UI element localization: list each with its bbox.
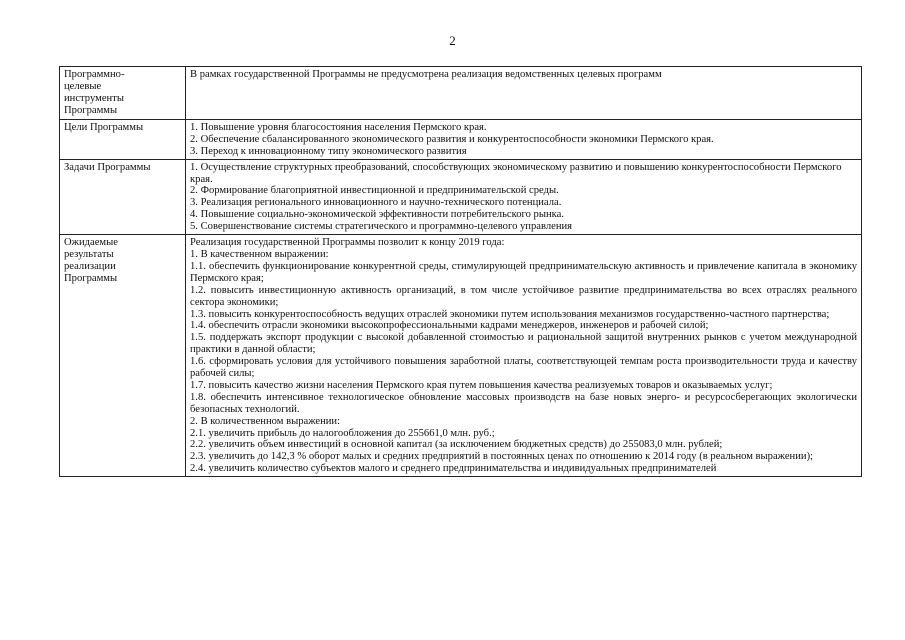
row-content (186, 159, 862, 234)
table-row (60, 119, 862, 159)
content-line: 2. В количественном выражении: (190, 415, 341, 427)
content-line: 2.3. увеличить до 142,3 % оборот малых и средних предприятий в постоянных ценах по отношению к 2014 году (в реальном выражении); (190, 451, 814, 463)
row-label-text: Цели Программы (64, 121, 144, 133)
row-content (186, 119, 862, 159)
content-line: 3. Реализация регионального инновационного и научно-технического потенциала. (190, 197, 562, 209)
content-line: 1.3. повысить конкурентоспособность ведущих отраслей экономики путем использования механизмов государственно-частного партнерства; (190, 308, 830, 320)
content-line: 1.1. обеспечить функционирование конкурентной среды, стимулирующей предпринимательскую активность и привлечение капитала в экономику Пермского края; (190, 260, 857, 284)
content-line: 2.1. увеличить прибыль до налогообложения до 255661,0 млн. руб.; (190, 427, 495, 439)
row-content (186, 235, 862, 477)
content-line: 1.7. повысить качество жизни населения Пермского края путем повышения качества реализуемых товаров и оказываемых услуг; (190, 379, 773, 391)
content-line: 2. Обеспечение сбалансированного экономического развития и конкурентоспособности экономики Пермского края. (190, 133, 714, 145)
content-line: 5. Совершенствование системы стратегического и программно-целевого управления (190, 221, 573, 233)
content-line: Реализация государственной Программы позволит к концу 2019 года: (190, 237, 505, 249)
content-line: 1.4. обеспечить отрасли экономики высокопрофессиональными кадрами менеджеров, инженеров и рабочей силой; (190, 320, 709, 332)
content-line: В рамках государственной Программы не предусмотрена реализация ведомственных целевых программ (190, 69, 662, 80)
row-label (60, 67, 186, 120)
row-label-text: Программно- целевые инструменты Программы (64, 69, 125, 116)
table-row (60, 67, 862, 120)
page-number: 2 (449, 33, 456, 48)
content-line: 4. Повышение социально-экономической эффективности потребительского рынка. (190, 209, 564, 221)
content-line: 1. В качественном выражении: (190, 248, 329, 260)
row-content (186, 67, 862, 120)
content-line: 2.2. увеличить объем инвестиций в основной капитал (за исключением бюджетных средств) до 255083,0 млн. рублей; (190, 439, 723, 451)
content-line: 1.5. поддержать экспорт продукции с высокой добавленной стоимостью и рациональной защитой внутренних рынков с учетом международной практики в данной области; (190, 332, 857, 356)
row-label-text: Ожидаемые результаты реализации Программы (64, 237, 118, 284)
table-row (60, 159, 862, 234)
row-label (60, 159, 186, 234)
table-row (60, 235, 862, 477)
content-line: 1.2. повысить инвестиционную активность организаций, в том числе устойчивое развитие предпринимательства во всех отраслях реального сектора экономики; (190, 284, 857, 308)
content-line: 2.4. увеличить количество субъектов малого и среднего предпринимательства и индивидуальных предпринимателей (190, 463, 717, 475)
row-label (60, 119, 186, 159)
content-line: 1.8. обеспечить интенсивное технологическое обновление массовых производств на базе новых энерго- и ресурсосберегающих экологически безопасных технологий. (190, 391, 857, 415)
row-label-text: Задачи Программы (64, 161, 151, 173)
content-line: 1.6. сформировать условия для устойчивого повышения заработной платы, соответствующей темпам роста производительности труда и качеству рабочей силы; (190, 356, 857, 380)
content-line: 2. Формирование благоприятной инвестиционной и предпринимательской среды. (190, 185, 559, 197)
content-line: 3. Переход к инновационному типу экономического развития (190, 145, 467, 157)
content-line: 1. Осуществление структурных преобразований, способствующих экономическому развитию и повышению конкурентоспособности Пермского края. (190, 161, 842, 185)
content-line: 1. Повышение уровня благосостояния населения Пермского края. (190, 121, 487, 133)
program-passport-table (59, 66, 862, 477)
row-label (60, 235, 186, 477)
